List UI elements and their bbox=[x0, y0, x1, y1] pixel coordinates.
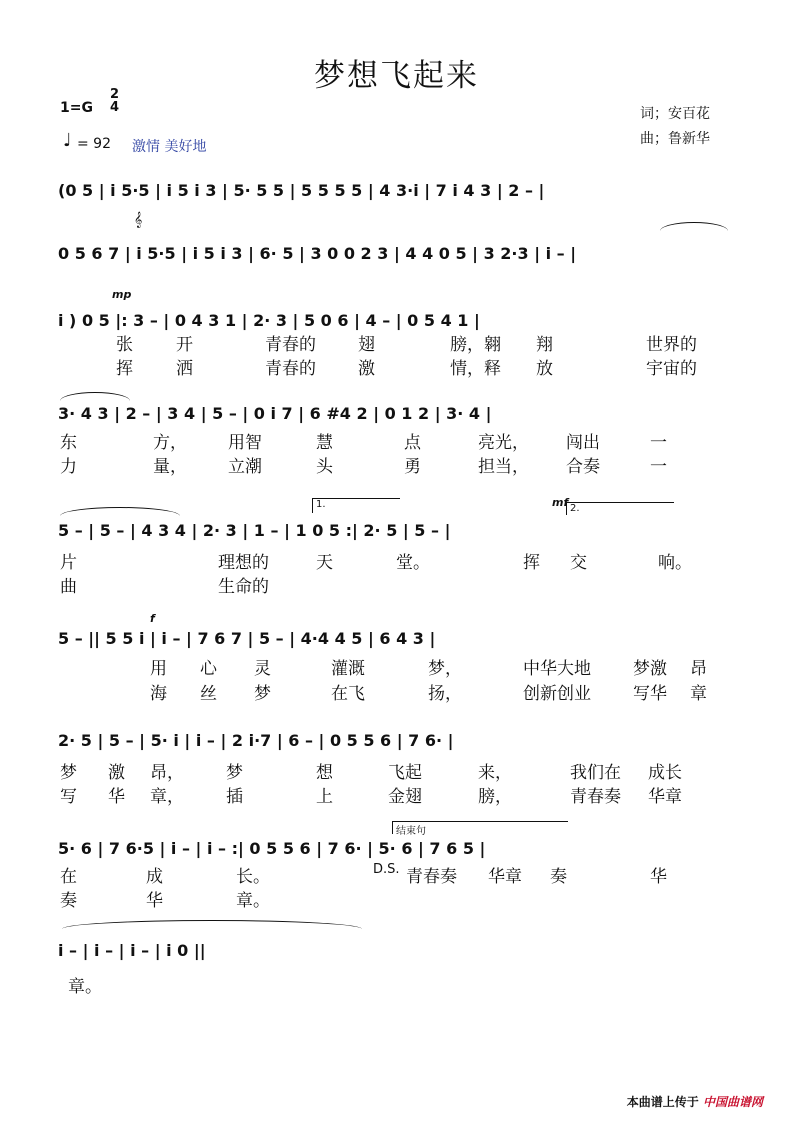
lyric: 放 bbox=[536, 359, 553, 379]
lyric: 梦 bbox=[226, 763, 243, 783]
lyric: 交 bbox=[570, 553, 587, 573]
lyric: 梦 bbox=[254, 684, 271, 704]
lyric: 膀， bbox=[478, 787, 512, 807]
notation-row-3: i ) 0 5 |: 3 – | 0 4 3 1 | 2· 3 | 5 0 6 | 4 – | 0 5 4 1 | bbox=[58, 310, 480, 330]
lyrics-row-6 bbox=[58, 654, 708, 702]
lyric: 洒 bbox=[176, 359, 193, 379]
lyric: 章。 bbox=[68, 977, 102, 997]
lyric: 合奏 bbox=[566, 457, 600, 477]
lyrics-row-7 bbox=[58, 758, 708, 806]
lyric: 长。 bbox=[236, 867, 270, 887]
coda-bracket: 结束句 bbox=[392, 821, 568, 834]
lyric: 章 bbox=[690, 684, 707, 704]
lyric: 片 bbox=[60, 553, 77, 573]
lyric: 华章 bbox=[488, 867, 522, 887]
lyric: 海 bbox=[150, 684, 167, 704]
lyric: 力 bbox=[60, 457, 77, 477]
lyric: 青春的 bbox=[265, 359, 316, 379]
slur bbox=[62, 920, 362, 929]
lyric: 创新创业 bbox=[523, 684, 591, 704]
lyric: 华 bbox=[146, 891, 163, 911]
volta-1: 1. bbox=[312, 498, 400, 513]
lyric: 华章 bbox=[648, 787, 682, 807]
lyric: 在飞 bbox=[331, 684, 365, 704]
notation-row-4: 3· 4 3 | 2 – | 3 4 | 5 – | 0 i 7 | 6 #4 2 | 0 1 2 | 3· 4 | bbox=[58, 403, 492, 423]
lyric: 用智 bbox=[228, 433, 262, 453]
dynamic-mp: mp bbox=[112, 288, 132, 301]
lyric: 立潮 bbox=[228, 457, 262, 477]
lyric: 生命的 bbox=[218, 577, 269, 597]
lyric: 梦 bbox=[60, 763, 77, 783]
lyric: 来， bbox=[478, 763, 512, 783]
lyric: 华 bbox=[650, 867, 667, 887]
lyric: 东 bbox=[60, 433, 77, 453]
lyric: 开 bbox=[176, 335, 193, 355]
lyric: 上 bbox=[316, 787, 333, 807]
tempo-marking: = 92 bbox=[77, 136, 111, 152]
score-title: 梦想飞起来 bbox=[314, 58, 479, 94]
lyric: 张 bbox=[116, 335, 133, 355]
site-logo[interactable]: 中国曲谱网 bbox=[702, 1095, 763, 1109]
staff-row-1 bbox=[58, 170, 728, 214]
notation-row-7: 2· 5 | 5 – | 5· i | i – | 2 i·7 | 6 – | 0 5 5 6 | 7 6· | bbox=[58, 730, 454, 750]
lyric: 青春的 bbox=[265, 335, 316, 355]
lyric: 成长 bbox=[648, 763, 682, 783]
lyric: 写 bbox=[60, 787, 77, 807]
lyric: 灌溉 bbox=[331, 659, 365, 679]
lyric: 华 bbox=[108, 787, 125, 807]
lyric: 天 bbox=[316, 553, 333, 573]
lyric: 飞起 bbox=[388, 763, 422, 783]
lyric: 青春奏 bbox=[406, 867, 457, 887]
footer-text: 本曲谱上传于 bbox=[626, 1095, 699, 1109]
lyric: 翅 bbox=[358, 335, 375, 355]
lyrics-row-8 bbox=[58, 862, 708, 910]
quarter-note-icon: ♩ bbox=[63, 130, 72, 151]
lyric: 挥 bbox=[116, 359, 133, 379]
lyric: 我们在 bbox=[570, 763, 621, 783]
lyric: 青春奏 bbox=[570, 787, 621, 807]
dynamic-f: f bbox=[150, 612, 155, 625]
lyric: 膀，翱 bbox=[450, 335, 501, 355]
dynamic-mf: mf bbox=[552, 496, 569, 509]
slur bbox=[660, 222, 728, 231]
lyric: 中华大地 bbox=[523, 659, 591, 679]
lyric: 闯出 bbox=[566, 433, 600, 453]
lyric: 扬， bbox=[428, 684, 462, 704]
lyric: 在 bbox=[60, 867, 77, 887]
lyric: 梦激 bbox=[633, 659, 667, 679]
lyric: 一 bbox=[650, 433, 667, 453]
lyric: 奏 bbox=[550, 867, 567, 887]
notation-row-9: i – | i – | i – | i 0 || bbox=[58, 940, 206, 960]
segno-icon: 𝄞 bbox=[134, 212, 143, 228]
lyrics-row-9 bbox=[58, 972, 708, 996]
lyric: 量， bbox=[153, 457, 187, 477]
lyric: 激 bbox=[358, 359, 375, 379]
lyric: 担当， bbox=[478, 457, 529, 477]
lyrics-row-5 bbox=[58, 548, 708, 596]
lyric: 用 bbox=[150, 659, 167, 679]
staff-row-9 bbox=[58, 930, 398, 974]
lyric: 章。 bbox=[236, 891, 270, 911]
staff-row-2 bbox=[58, 233, 728, 277]
composer-credit: 曲；鲁新华 bbox=[640, 131, 710, 147]
lyric: 理想的 bbox=[218, 553, 269, 573]
notation-row-2: 0 5 6 7 | i 5·5 | i 5 i 3 | 6· 5 | 3 0 0 2 3 | 4 4 0 5 | 3 2·3 | i – | bbox=[58, 243, 577, 263]
key-signature: 1=G bbox=[60, 100, 93, 116]
lyric: 一 bbox=[650, 457, 667, 477]
lyric: 响。 bbox=[658, 553, 692, 573]
notation-row-6: 5 – || 5 5 i | i – | 7 6 7 | 5 – | 4·4 4 5 | 6 4 3 | bbox=[58, 628, 436, 648]
footer bbox=[627, 1093, 763, 1110]
lyric: 慧 bbox=[316, 433, 333, 453]
lyrics-row-4 bbox=[58, 428, 708, 476]
lyric: 昂， bbox=[150, 763, 184, 783]
lyric: 昂 bbox=[690, 659, 707, 679]
expression-marking: 激情 美好地 bbox=[132, 139, 207, 155]
lyric: 世界的 bbox=[646, 335, 697, 355]
volta-2: 2. bbox=[566, 502, 674, 515]
lyric: 插 bbox=[226, 787, 243, 807]
lyric: 宇宙的 bbox=[646, 359, 697, 379]
lyric: 方， bbox=[153, 433, 187, 453]
lyric: 堂。 bbox=[396, 553, 430, 573]
lyric: 曲 bbox=[60, 577, 77, 597]
lyric: 成 bbox=[146, 867, 163, 887]
lyric: 亮光， bbox=[478, 433, 529, 453]
lyric: 梦， bbox=[428, 659, 462, 679]
lyric: 心 bbox=[200, 659, 217, 679]
lyric: 头 bbox=[316, 457, 333, 477]
notation-row-5: 5 – | 5 – | 4 3 4 | 2· 3 | 1 – | 1 0 5 :| 2· 5 | 5 – | bbox=[58, 520, 451, 540]
lyric: 金翅 bbox=[388, 787, 422, 807]
lyricist-credit: 词；安百花 bbox=[640, 106, 710, 122]
lyric: 点 bbox=[404, 433, 421, 453]
lyric: 翔 bbox=[536, 335, 553, 355]
lyric: 奏 bbox=[60, 891, 77, 911]
lyric: 灵 bbox=[254, 659, 271, 679]
lyric: 情，释 bbox=[450, 359, 501, 379]
lyric: 写华 bbox=[633, 684, 667, 704]
lyric: 激 bbox=[108, 763, 125, 783]
lyric: 勇 bbox=[404, 457, 421, 477]
lyric: 章， bbox=[150, 787, 184, 807]
notation-row-1: (0 5 | i 5·5 | i 5 i 3 | 5· 5 5 | 5 5 5 5 | 4 3·i | 7 i 4 3 | 2 – | bbox=[58, 180, 545, 200]
lyric: 挥 bbox=[523, 553, 540, 573]
lyric: 想 bbox=[316, 763, 333, 783]
time-signature: 2 4 bbox=[110, 87, 120, 115]
slur bbox=[60, 507, 180, 516]
notation-row-8: 5· 6 | 7 6·5 | i – | i – :| 0 5 5 6 | 7 6· | 5· 6 | 7 6 5 | bbox=[58, 838, 486, 858]
lyrics-row-3 bbox=[58, 330, 708, 378]
ds-marking: D.S. bbox=[373, 862, 400, 877]
lyric: 丝 bbox=[200, 684, 217, 704]
